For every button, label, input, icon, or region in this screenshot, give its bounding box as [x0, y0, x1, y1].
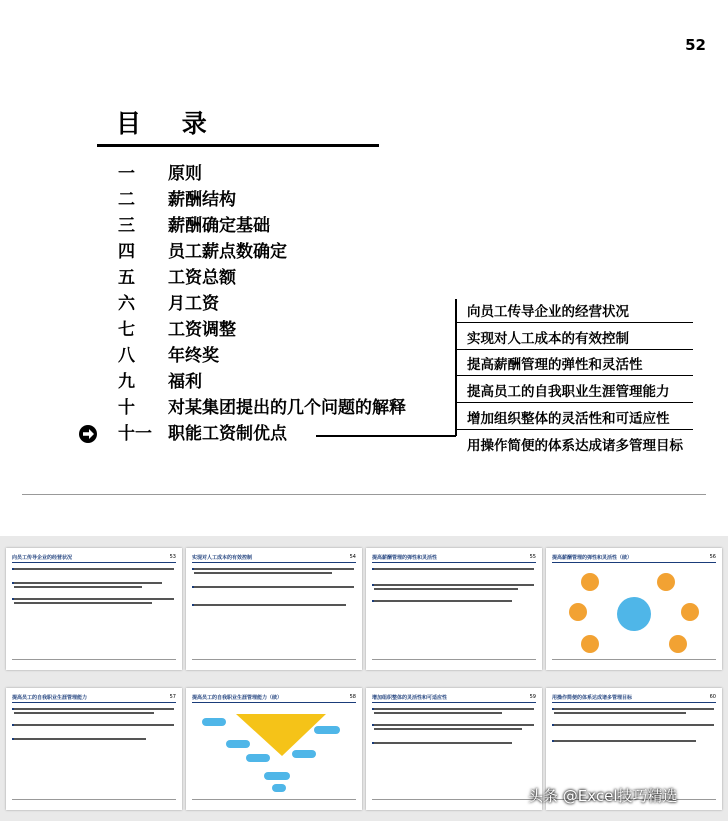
- text-line: [14, 602, 152, 604]
- toc-item-label: 对某集团提出的几个问题的解释: [168, 398, 406, 418]
- toc-item-number: 十: [118, 398, 135, 418]
- thumb-rule: [192, 702, 356, 703]
- page-number: 52: [685, 36, 706, 54]
- slide-thumbnail[interactable]: [366, 688, 542, 810]
- thumb-footer: [372, 659, 536, 660]
- toc-item-number: 七: [118, 320, 135, 340]
- thumb-rule: [192, 562, 356, 563]
- text-line: [194, 572, 332, 574]
- career-path-diagram: [196, 706, 352, 800]
- arrow-right-circle-icon: [78, 424, 98, 444]
- toc-item-number: 九: [118, 372, 135, 392]
- toc-item-number: 四: [118, 242, 135, 262]
- toc-item-number: 一: [118, 164, 135, 184]
- thumb-rule: [12, 562, 176, 563]
- thumb-title: 提高薪酬管理的弹性和灵活性: [372, 555, 438, 561]
- text-line: [194, 604, 346, 606]
- slide-thumbnail[interactable]: [366, 548, 542, 670]
- text-line: [374, 742, 512, 744]
- text-line: [374, 708, 534, 710]
- thumb-title: 向员工传导企业的经营状况: [12, 555, 73, 561]
- watermark: 头条 @Excel技巧精选: [528, 787, 678, 805]
- toc-item-number: 三: [118, 216, 135, 236]
- toc-item-label: 原则: [168, 164, 202, 184]
- slide-thumbnail[interactable]: [6, 688, 182, 810]
- toc-title: 目 录: [116, 109, 223, 138]
- goal-item: 向员工传导企业的经营状况: [467, 304, 629, 320]
- text-line: [554, 724, 714, 726]
- text-line: [374, 588, 518, 590]
- thumb-title: 用操作简便的体系达成诸多管理目标: [552, 695, 633, 701]
- goal-divider: [455, 402, 693, 403]
- thumb-page-number: 58: [349, 694, 356, 700]
- toc-item-number: 十一: [118, 424, 152, 444]
- toc-item-label: 工资调整: [168, 320, 236, 340]
- thumb-page-number: 55: [529, 554, 536, 560]
- goal-divider: [455, 375, 693, 376]
- toc-item-number: 五: [118, 268, 135, 288]
- toc-item-number: 二: [118, 190, 135, 210]
- text-line: [194, 586, 354, 588]
- text-line: [374, 584, 534, 586]
- connector-line: [316, 435, 456, 437]
- thumb-footer: [552, 659, 716, 660]
- thumb-page-number: 59: [529, 694, 536, 700]
- slide-thumbnail[interactable]: [6, 548, 182, 670]
- thumb-title: 提高薪酬管理的弹性和灵活性（续）: [552, 555, 633, 561]
- goal-item: 提高员工的自我职业生涯管理能力: [467, 384, 670, 400]
- text-line: [554, 708, 714, 710]
- footer-divider: [22, 494, 706, 495]
- toc-item-label: 年终奖: [168, 346, 219, 366]
- thumb-title: 提高员工的自我职业生涯管理能力（续）: [192, 695, 283, 701]
- toc-item-label: 薪酬确定基础: [168, 216, 270, 236]
- thumb-rule: [372, 562, 536, 563]
- goal-item: 用操作简便的体系达成诸多管理目标: [467, 438, 683, 454]
- text-line: [374, 600, 512, 602]
- text-line: [14, 724, 174, 726]
- text-line: [374, 568, 534, 570]
- thumb-title: 提高员工的自我职业生涯管理能力: [12, 695, 88, 701]
- slide-thumbnail[interactable]: [546, 548, 722, 670]
- thumb-rule: [12, 702, 176, 703]
- text-line: [194, 568, 354, 570]
- text-line: [374, 712, 502, 714]
- text-line: [14, 582, 162, 584]
- thumb-page-number: 53: [169, 554, 176, 560]
- toc-item-label: 工资总额: [168, 268, 236, 288]
- thumb-footer: [12, 659, 176, 660]
- thumb-page-number: 56: [709, 554, 716, 560]
- thumb-title: 实现对人工成本的有效控制: [192, 555, 253, 561]
- text-line: [14, 586, 142, 588]
- toc-item-label: 薪酬结构: [168, 190, 236, 210]
- text-line: [374, 728, 522, 730]
- toc-item-label: 职能工资制优点: [168, 424, 287, 444]
- thumb-title: 增加组织整体的灵活性和可适应性: [372, 695, 448, 701]
- goal-divider: [455, 349, 693, 350]
- thumb-footer: [12, 799, 176, 800]
- toc-item-label: 月工资: [168, 294, 219, 314]
- thumb-footer: [192, 799, 356, 800]
- thumb-page-number: 54: [349, 554, 356, 560]
- bracket-line: [455, 299, 457, 436]
- goal-item: 增加组织整体的灵活性和可适应性: [467, 411, 670, 427]
- goal-divider: [455, 322, 693, 323]
- toc-item-number: 八: [118, 346, 135, 366]
- text-line: [14, 712, 154, 714]
- toc-item-label: 员工薪点数确定: [168, 242, 287, 262]
- text-line: [14, 598, 174, 600]
- thumb-page-number: 57: [169, 694, 176, 700]
- goal-item: 提高薪酬管理的弹性和灵活性: [467, 357, 643, 373]
- thumb-footer: [192, 659, 356, 660]
- title-underline: [97, 144, 379, 147]
- goal-item: 实现对人工成本的有效控制: [467, 331, 629, 347]
- circle-diagram: [560, 566, 708, 658]
- thumb-rule: [372, 702, 536, 703]
- thumb-footer: [372, 799, 536, 800]
- text-line: [374, 724, 534, 726]
- slide-thumbnail[interactable]: [186, 548, 362, 670]
- slide-thumbnail[interactable]: [186, 688, 362, 810]
- toc-item-number: 六: [118, 294, 135, 314]
- text-line: [554, 712, 686, 714]
- goal-divider: [455, 429, 693, 430]
- thumb-rule: [552, 702, 716, 703]
- toc-item-label: 福利: [168, 372, 202, 392]
- text-line: [14, 568, 174, 570]
- text-line: [554, 740, 696, 742]
- text-line: [14, 708, 174, 710]
- text-line: [14, 738, 146, 740]
- thumb-rule: [552, 562, 716, 563]
- thumb-page-number: 60: [709, 694, 716, 700]
